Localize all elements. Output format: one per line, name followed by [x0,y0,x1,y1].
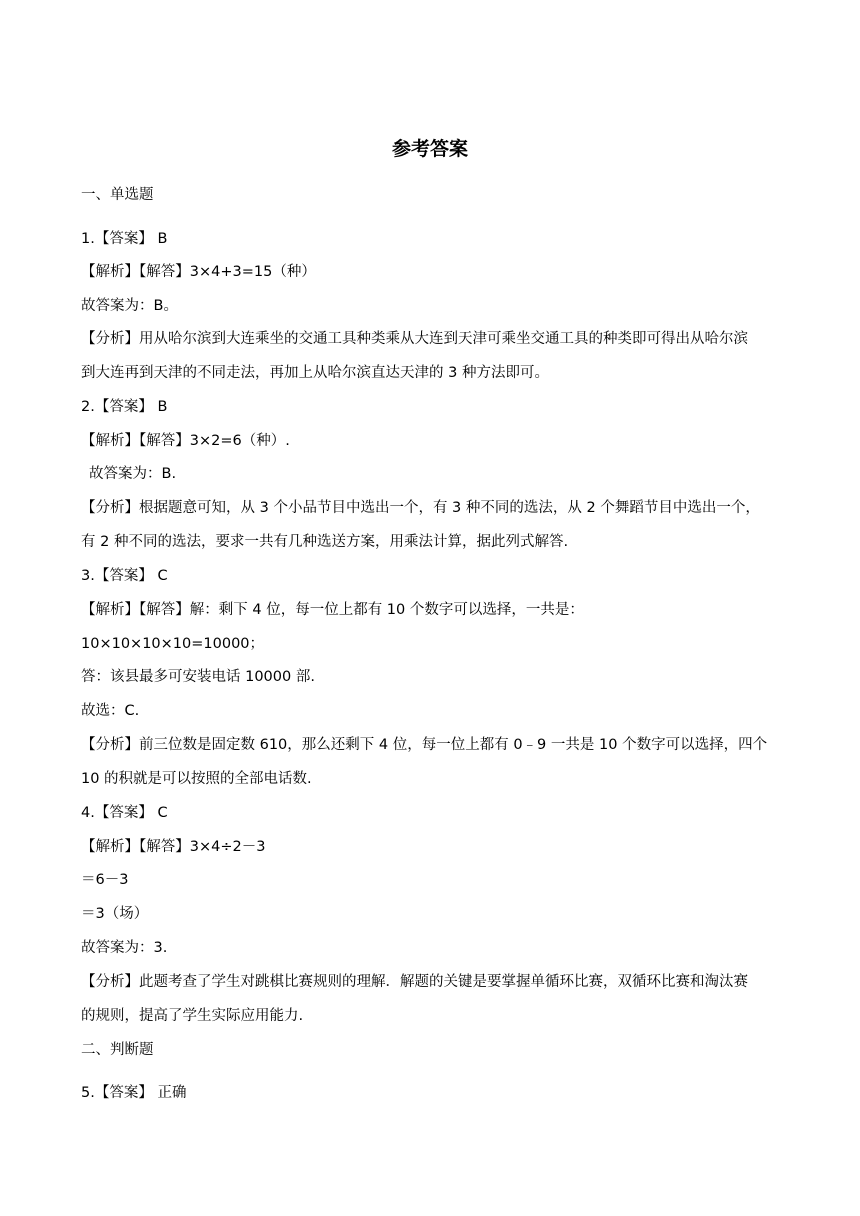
explanation-line: 【解析】【解答】解：剩下 4 位，每一位上都有 10 个数字可以选择，一共是： [81,602,584,618]
answer-line: 1.【答案】 B [81,231,168,247]
conclusion-line: 故答案为：B。 [81,298,178,314]
section-heading: 一、单选题 [81,187,154,203]
section-heading: 二、判断题 [81,1042,154,1058]
analysis-line: 到大连再到天津的不同走法，再加上从哈尔滨直达天津的 3 种方法即可。 [81,365,549,381]
explanation-line: 【解析】【解答】3×4÷2－3 [81,839,266,855]
analysis-line: 【分析】用从哈尔滨到大连乘坐的交通工具种类乘从大连到天津可乘坐交通工具的种类即可得出从哈尔滨 [81,331,748,347]
explanation-line: 【解析】【解答】3×4+3=15（种） [81,264,316,280]
conclusion-line: 故选：C. [81,703,140,719]
calculation-line: ＝6－3 [81,872,129,888]
analysis-line: 【分析】根据题意可知，从 3 个小品节目中选出一个，有 3 种不同的选法，从 2 个舞蹈节目中选出一个， [81,500,760,516]
answer-line: 4.【答案】 C [81,805,168,821]
calculation-line: 10×10×10×10=10000； [81,636,265,652]
reply-line: 答：该县最多可安装电话 10000 部. [81,669,315,685]
answer-line: 3.【答案】 C [81,568,168,584]
analysis-line: 【分析】前三位数是固定数 610，那么还剩下 4 位，每一位上都有 0﹣9 一共是 10 个数字可以选择，四个 [81,737,768,753]
conclusion-line: 故答案为：B. [89,466,177,482]
calculation-line: ＝3（场） [81,906,149,922]
answer-line: 2.【答案】 B [81,399,168,415]
conclusion-line: 故答案为：3. [81,940,168,956]
analysis-line: 【分析】此题考查了学生对跳棋比赛规则的理解．解题的关键是要掌握单循环比赛，双循环比赛和淘汰赛 [81,974,748,990]
explanation-line: 【解析】【解答】3×2=6（种）. [81,433,290,449]
answer-line: 5.【答案】 正确 [81,1085,187,1101]
analysis-line: 的规则，提高了学生实际应用能力. [81,1008,304,1024]
analysis-line: 有 2 种不同的选法，要求一共有几种选送方案，用乘法计算，据此列式解答. [81,534,569,550]
analysis-line: 10 的积就是可以按照的全部电话数. [81,771,312,787]
page-title: 参考答案 [391,138,468,160]
